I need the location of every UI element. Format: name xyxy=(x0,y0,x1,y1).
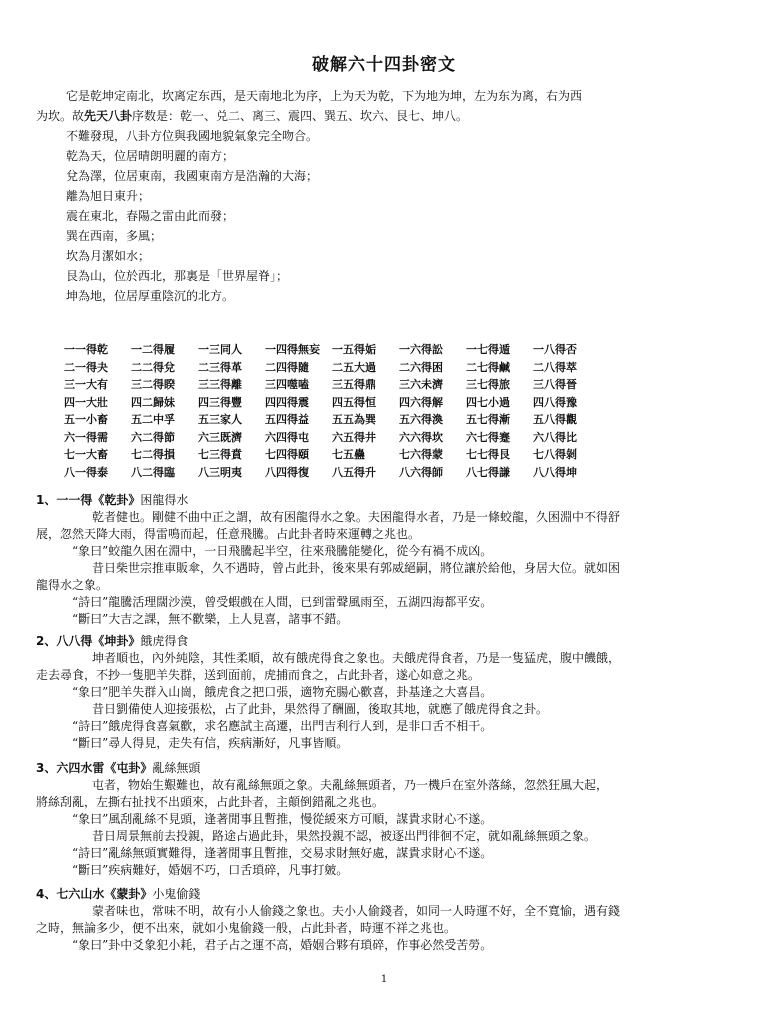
intro-line: 它是乾坤定南北，坎离定东西，是天南地北为序，上为天为乾，下为地为坤，左为东为离，右为西 xyxy=(66,89,583,103)
grid-cell: 八四得復 xyxy=(265,465,309,479)
grid-cell: 一七得遁 xyxy=(466,343,510,356)
section-line: 將絲刮亂，左撕右扯找不出頭來，占此卦者，主顛倒錯亂之兆也。 xyxy=(36,795,385,809)
grid-cell: 八一得泰 xyxy=(64,465,108,479)
section-heading xyxy=(36,886,736,903)
section-line: 龍得水之象。 xyxy=(36,578,109,592)
grid-cell: 八八得坤 xyxy=(533,465,577,479)
grid-cell: 二四得隨 xyxy=(265,360,309,374)
intro-line: 坎為月潔如水； xyxy=(66,249,151,263)
grid-cell: 二一得夬 xyxy=(64,360,108,374)
grid-cell: 一六得訟 xyxy=(399,343,443,356)
grid-cell: 五五為巽 xyxy=(332,413,376,426)
section-qian xyxy=(36,492,736,628)
grid-cell: 二六得困 xyxy=(399,360,443,374)
grid-cell: 四五得恒 xyxy=(332,395,376,409)
grid-cell: 五三家人 xyxy=(198,413,242,426)
grid-cell: 五六得渙 xyxy=(399,413,443,426)
section-line: “詩曰”龍騰活理闊沙漠，曾受蝦戲在人間，已到雷聲風雨至，五湖四海都平安。 xyxy=(72,595,493,609)
grid-cell: 八六得師 xyxy=(399,465,443,479)
section-heading xyxy=(36,492,736,509)
section-number: 3、六四水雷 xyxy=(36,761,105,775)
intro-line: 为坎。故先天八卦序数是：乾一、兑二、离三、震四、巽五、坎六、艮七、坤八。 xyxy=(36,109,469,123)
grid-cell: 七三得賁 xyxy=(198,448,242,461)
grid-cell: 六一得需 xyxy=(64,430,108,444)
grid-cell: 二八得萃 xyxy=(533,360,577,374)
intro-paragraph xyxy=(36,86,736,306)
section-meng xyxy=(36,886,736,954)
grid-cell: 七六得蒙 xyxy=(399,448,443,461)
grid-cell: 五八得觀 xyxy=(533,413,577,426)
grid-cell: 四八得豫 xyxy=(533,395,577,409)
section-name: 小鬼偷錢 xyxy=(152,887,201,901)
section-line: 昔日劉備使人迎接張松，占了此卦，果然得了酬圖，後取其地，就應了餓虎得食之卦。 xyxy=(92,702,549,716)
section-line: 走去尋食，不抄一隻肥羊失群，送到面前，虎捕而食之，占此卦者，遂心如意之兆。 xyxy=(36,668,481,682)
grid-cell: 六三既濟 xyxy=(198,430,242,444)
grid-cell: 五二中孚 xyxy=(131,413,175,426)
grid-cell: 四六得解 xyxy=(399,395,443,409)
page-number: 1 xyxy=(380,974,388,985)
grid-cell: 五四得益 xyxy=(265,413,309,426)
grid-cell: 四七小過 xyxy=(466,395,510,409)
intro-line: 兌為澤，位居東南，我國東南方是浩瀚的大海； xyxy=(66,169,319,183)
grid-row xyxy=(64,464,704,482)
bold-term: 先天八卦 xyxy=(84,109,133,123)
grid-cell: 四二歸妹 xyxy=(131,395,175,409)
section-number: 1、一一得 xyxy=(36,493,93,507)
grid-cell: 一二得履 xyxy=(131,343,175,356)
section-line: “斷曰”尋人得見，走失有信，疾病漸好，凡事皆順。 xyxy=(72,736,349,750)
grid-cell: 一一得乾 xyxy=(64,343,108,356)
section-gua: 《坤卦》 xyxy=(92,634,141,648)
grid-cell: 四一大壯 xyxy=(64,395,108,409)
grid-cell: 三二得睽 xyxy=(131,378,175,391)
grid-cell: 三三得離 xyxy=(198,378,242,391)
grid-cell: 五一小畜 xyxy=(64,413,108,426)
grid-cell: 六五得井 xyxy=(332,430,376,444)
grid-cell: 八七得謙 xyxy=(466,465,510,479)
section-line: “象曰”肥羊失群入山崗，餓虎食之把口張，適物充腸心歡喜，卦基逢之大喜昌。 xyxy=(72,685,493,699)
section-line: 展，忽然天降大雨，得雷鳴而起，任意飛騰。占此卦者時來運轉之兆也。 xyxy=(36,527,421,541)
grid-row xyxy=(64,359,704,377)
grid-cell: 七四得頤 xyxy=(265,448,309,461)
grid-cell: 八三明夷 xyxy=(198,465,242,479)
section-line: “詩曰”餓虎得食喜氣歡，求名應試主高遷，出門吉利行人到，是非口舌不相干。 xyxy=(72,719,493,733)
intro-line: 巽在西南，多風； xyxy=(66,229,163,243)
section-gua: 《蒙卦》 xyxy=(104,887,153,901)
grid-cell: 六四得屯 xyxy=(265,430,309,444)
grid-cell: 三八得晉 xyxy=(533,378,577,391)
section-line: 昔日柴世宗推車販傘，久不遇時，曾占此卦，後來果有郭威絕嗣，將位讓於給他，身居大位。就如困 xyxy=(92,561,621,575)
section-heading xyxy=(36,633,736,650)
intro-line: 震在東北，春陽之雷由此而發； xyxy=(66,209,235,223)
grid-cell: 四三得豐 xyxy=(198,395,242,409)
grid-cell: 一八得否 xyxy=(533,343,577,356)
section-line: 昔日周景無前去投親，路途占過此卦，果然投親不認，被逐出門徘徊不定，就如亂絲無頭之象。 xyxy=(92,829,597,843)
grid-cell: 三一大有 xyxy=(64,378,108,391)
grid-cell: 二三得革 xyxy=(198,360,242,374)
section-name: 餓虎得食 xyxy=(140,634,189,648)
section-heading xyxy=(36,760,736,777)
grid-cell: 五七得漸 xyxy=(466,413,510,426)
section-line: “詩曰”亂絲無頭實難得，逢著閒事且暫推，交易求財無好處，謀貴求財心不遂。 xyxy=(72,846,493,860)
intro-line: 艮為山，位於西北，那裏是「世界屋脊」； xyxy=(66,269,289,283)
grid-cell: 二五大過 xyxy=(332,360,376,374)
grid-cell: 八五得升 xyxy=(332,465,376,479)
grid-cell: 六七得蹇 xyxy=(466,430,510,444)
grid-row xyxy=(64,341,704,359)
section-kun xyxy=(36,633,736,752)
grid-cell: 二七得鹹 xyxy=(466,360,510,374)
section-line: 乾者健也。剛健不曲中正之謂，故有困龍得水之象。夫困龍得水者，乃是一條蛟龍，久困淵中不得舒 xyxy=(92,510,621,524)
grid-cell: 六二得節 xyxy=(131,430,175,444)
grid-cell: 一三同人 xyxy=(198,343,242,356)
section-line: 屯者，物始生艱難也，故有亂絲無頭之象。夫亂絲無頭者，乃一機戶在室外落絲，忽然狂風大起， xyxy=(92,778,609,792)
grid-cell: 七五蠱 xyxy=(332,448,365,461)
grid-cell: 一五得姤 xyxy=(332,343,376,356)
section-line: “斷曰”疾病難好，婚姻不巧，口舌瑣碎，凡事打皴。 xyxy=(72,863,349,877)
grid-cell: 七二得損 xyxy=(131,448,175,461)
grid-cell: 六八得比 xyxy=(533,430,577,444)
section-gua: 《乾卦》 xyxy=(92,493,141,507)
grid-cell: 三六未濟 xyxy=(399,378,443,391)
grid-cell: 三七得旅 xyxy=(466,378,510,391)
grid-cell: 六六得坎 xyxy=(399,430,443,444)
grid-cell: 七八得剝 xyxy=(533,448,577,461)
section-line: 坤者順也，內外純陰，其性柔順，故有餓虎得食之象也。夫餓虎得食者，乃是一隻猛虎，腹中饑餓， xyxy=(92,651,621,665)
grid-row xyxy=(64,411,704,429)
section-name: 困龍得水 xyxy=(140,493,189,507)
intro-line: 乾為天，位居晴朗明麗的南方； xyxy=(66,149,235,163)
grid-cell: 七一大畜 xyxy=(64,448,108,461)
grid-cell: 八二得臨 xyxy=(131,465,175,479)
grid-cell: 二二得兌 xyxy=(131,360,175,374)
grid-cell: 一四得無妄 xyxy=(265,343,320,356)
section-line: “斷曰”大吉之課，無不歡樂，上人見喜，諸事不錯。 xyxy=(72,612,349,626)
grid-cell: 四四得震 xyxy=(265,395,309,409)
section-line: 蒙者味也，常味不明，故有小人偷錢之象也。夫小人偷錢者，如同一人時運不好，全不寬愉，遇有錢 xyxy=(92,904,621,918)
intro-line: 離為旭日東升； xyxy=(66,189,151,203)
hexagram-grid xyxy=(64,341,704,481)
intro-line: 不難發現，八卦方位與我國地貌氣象完全吻合。 xyxy=(66,129,319,143)
grid-row xyxy=(64,446,704,464)
section-number: 2、八八得 xyxy=(36,634,93,648)
section-name: 亂絲無頭 xyxy=(152,761,201,775)
grid-cell: 三四噬嗑 xyxy=(265,378,309,391)
grid-row xyxy=(64,429,704,447)
page-title: 破解六十四卦密文 xyxy=(312,55,456,75)
section-gua: 《屯卦》 xyxy=(104,761,153,775)
grid-cell: 七七得艮 xyxy=(466,448,510,461)
section-line: 之時，無論多少，便不出來，就如小鬼偷錢一般，占此卦者，時運不祥之兆也。 xyxy=(36,921,457,935)
section-zhun xyxy=(36,760,736,879)
section-line: “象曰”風刮亂絲不見頭，逢著閒事且暫推，慢從緩來方可順，謀貴求財心不遂。 xyxy=(72,812,493,826)
intro-line: 坤為地，位居厚重陰沉的北方。 xyxy=(66,289,235,303)
section-line: “象曰”卦中爻象犯小耗，君子占之運不高，婚姻合夥有瑣碎，作事必然受苦勞。 xyxy=(72,938,493,952)
section-line: “象曰”蛟龍久困在淵中，一日飛騰起半空，往來飛騰能變化，從今有禍不成凶。 xyxy=(72,544,493,558)
grid-row xyxy=(64,376,704,394)
section-number: 4、七六山水 xyxy=(36,887,105,901)
grid-cell: 三五得鼎 xyxy=(332,378,376,391)
grid-row xyxy=(64,394,704,412)
